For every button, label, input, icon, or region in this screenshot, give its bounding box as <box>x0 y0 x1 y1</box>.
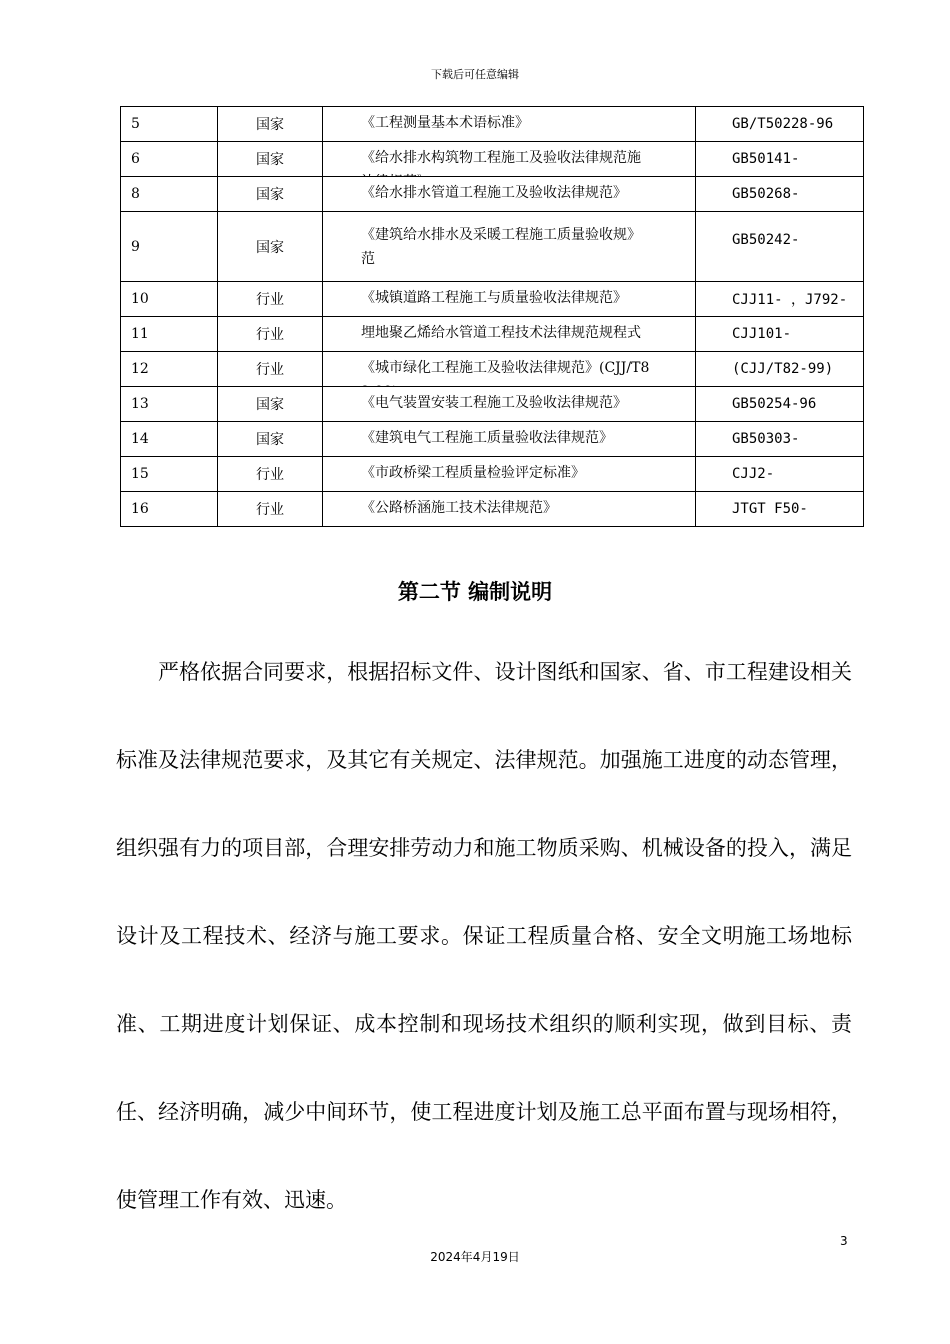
table-row <box>121 317 864 352</box>
standard-level: 国家 <box>218 422 323 457</box>
standard-code: GB/T50228-96 <box>696 107 864 142</box>
standard-level: 国家 <box>218 107 323 142</box>
standard-level: 行业 <box>218 317 323 352</box>
standard-name-text: 《给水排水构筑物工程施工及验收法律规范施 <box>361 150 641 166</box>
row-number: 15 <box>121 457 218 492</box>
table-row <box>121 492 864 527</box>
row-number: 16 <box>121 492 218 527</box>
table-row <box>121 212 864 282</box>
standard-name-text: 《建筑电气工程施工质量验收法律规范》 <box>361 430 613 446</box>
standard-name <box>323 212 696 282</box>
standard-level: 行业 <box>218 492 323 527</box>
standard-code: GB50268- <box>696 177 864 212</box>
standard-name <box>323 492 696 527</box>
standard-level: 行业 <box>218 352 323 387</box>
standard-code: (CJJ/T82-99) <box>696 352 864 387</box>
table-row <box>121 177 864 212</box>
standard-name <box>323 282 696 317</box>
standard-code: GB50254-96 <box>696 387 864 422</box>
table-row <box>121 282 864 317</box>
standard-code: GB50141- <box>696 142 864 177</box>
standard-level: 国家 <box>218 212 323 282</box>
page-footer-date: 2024年4月19日 <box>430 1250 520 1264</box>
standards-table <box>120 106 864 527</box>
standard-name <box>323 107 696 142</box>
table-row <box>121 352 864 387</box>
row-number: 10 <box>121 282 218 317</box>
row-number: 6 <box>121 142 218 177</box>
standard-name-text: 《市政桥梁工程质量检验评定标准》 <box>361 465 585 481</box>
table-row <box>121 142 864 177</box>
standard-name <box>323 317 696 352</box>
row-number: 14 <box>121 422 218 457</box>
table-row <box>121 457 864 492</box>
standard-code: JTGT F50- <box>696 492 864 527</box>
standard-name <box>323 142 696 177</box>
standard-name <box>323 457 696 492</box>
table-row <box>121 422 864 457</box>
standard-name-text: 《公路桥涵施工技术法律规范》 <box>361 500 557 516</box>
standard-name <box>323 422 696 457</box>
row-number: 12 <box>121 352 218 387</box>
standard-name-text: 《电气装置安装工程施工及验收法律规范》 <box>361 395 627 411</box>
standard-level: 国家 <box>218 142 323 177</box>
page-number: 3 <box>840 1234 848 1248</box>
row-number: 11 <box>121 317 218 352</box>
standard-level: 国家 <box>218 177 323 212</box>
standard-code: CJJ101- <box>696 317 864 352</box>
standard-name <box>323 177 696 212</box>
standard-name-text: 《城镇道路工程施工与质量验收法律规范》 <box>361 290 627 306</box>
standard-name-text: 埋地聚乙烯给水管道工程技术法律规范规程式 <box>361 325 641 341</box>
standard-name-text: 《给水排水管道工程施工及验收法律规范》 <box>361 185 627 201</box>
standard-code: GB50303- <box>696 422 864 457</box>
standard-level: 行业 <box>218 282 323 317</box>
standard-code: CJJ11- ，J792- <box>696 282 864 317</box>
standard-level: 行业 <box>218 457 323 492</box>
standard-name <box>323 352 696 387</box>
table-row <box>121 387 864 422</box>
standard-name <box>323 387 696 422</box>
body-paragraph: 严格依据合同要求，根据招标文件、设计图纸和国家、省、市工程建设相关标准及法律规范要求，及其它有关规定、法律规范。加强施工进度的动态管理，组织强有力的项目部，合理安排劳动力和施工物质采购、机械设备的投入，满足设计及工程技术、经济与施工要求。保证工程质量合格、安全文明施工场地标准、工期进度计划保证、成本控制和现场技术组织的顺利实现，做到目标、责任、经济明确，减少中间环节，使工程进度计划及施工总平面布置与现场相符，使管理工作有效、迅速。 <box>116 660 852 1212</box>
standard-name-text: 《工程测量基本术语标准》 <box>361 115 529 131</box>
row-number: 9 <box>121 212 218 282</box>
standard-name-text: 《建筑给水排水及采暖工程施工质量验收规》 <box>361 226 641 243</box>
table-row <box>121 107 864 142</box>
section-title: 第二节 编制说明 <box>397 580 553 604</box>
standard-name-text: 《城市绿化工程施工及验收法律规范》(CJJ/T8 <box>361 360 650 376</box>
row-number: 13 <box>121 387 218 422</box>
standard-code: CJJ2- <box>696 457 864 492</box>
standard-name-extra: 范 <box>361 250 375 267</box>
standard-level: 国家 <box>218 387 323 422</box>
row-number: 5 <box>121 107 218 142</box>
row-number: 8 <box>121 177 218 212</box>
page-header: 下载后可任意编辑 <box>431 68 519 81</box>
standard-code: GB50242- <box>696 212 864 282</box>
